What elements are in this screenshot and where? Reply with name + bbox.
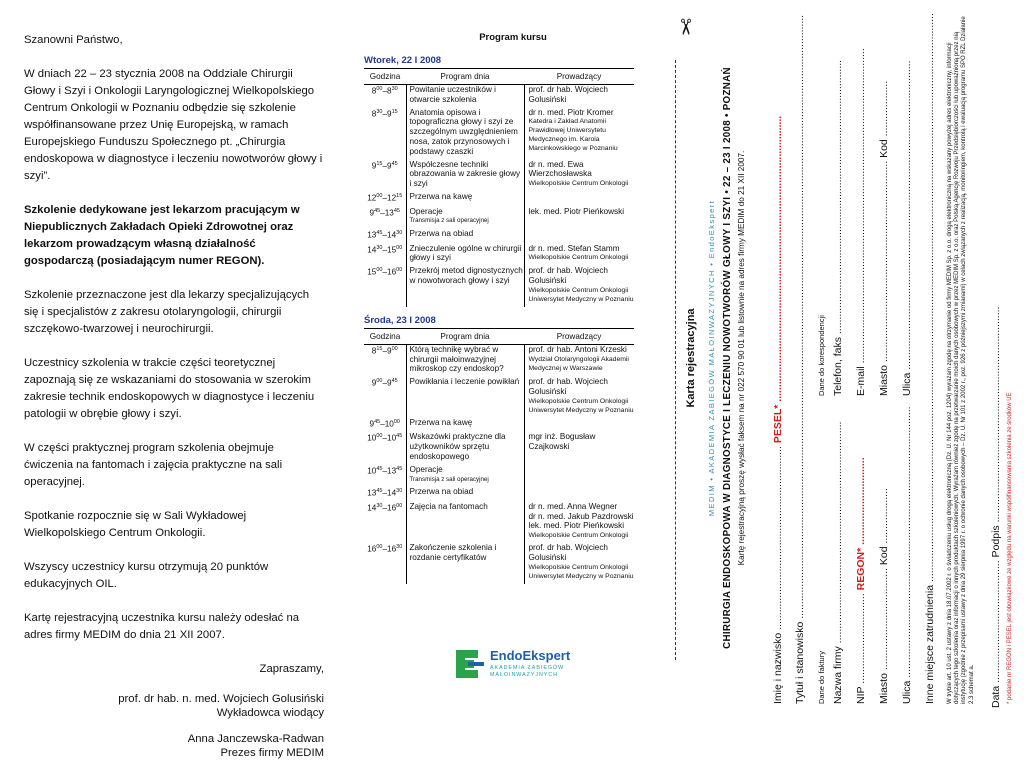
schedule-time: [364, 160, 406, 192]
time-start-minutes: 00: [376, 192, 383, 199]
time-end-minutes: 30: [391, 86, 398, 92]
schedule-topic: [406, 108, 524, 160]
schedule-row: [364, 108, 634, 160]
time-dash: –: [382, 378, 388, 388]
schedule-topic: [406, 543, 524, 584]
time-start-hour: 13: [367, 489, 377, 499]
field-date-label: Data: [990, 685, 1002, 708]
schedule-topic: [406, 160, 524, 192]
schedule-row: [364, 432, 634, 464]
schedule-lecturer: [524, 487, 634, 502]
schedule-lecturer: [524, 344, 634, 377]
registration-form: [677, 8, 1027, 708]
schedule-row: [364, 487, 634, 502]
time-start-minutes: 00: [376, 433, 383, 440]
col-header-time: Godzina: [364, 69, 406, 85]
cut-line: [675, 60, 676, 660]
col-header-program: Program dnia: [406, 69, 524, 85]
time-dash: –: [382, 86, 388, 96]
letter-paragraph-practice: W części praktycznej program szkolenia obejmuje ćwiczenia na fantomach i zajęcia praktyczne na sali operacyjnej.: [24, 442, 283, 488]
time-start-minutes: 00: [376, 378, 383, 385]
time-start-minutes: 45: [376, 465, 383, 472]
letter-paragraph-points: Wszyscy uczestnicy kursu otrzymują 20 punktów edukacyjnych OIL.: [24, 561, 269, 590]
time-dash: –: [382, 109, 388, 119]
schedule-topic-title: Operacje: [409, 464, 443, 474]
schedule-topic-title: Przerwa na kawę: [409, 191, 473, 201]
signature-president-name: Anna Janczewska-Radwan: [187, 733, 324, 745]
col-header-lecturer: Prowadzący: [524, 69, 634, 85]
letter-paragraph-theory: Uczestnicy szkolenia w trakcie części teoretycznej zapoznają się ze wskazaniami do stosowania w szerokim zakresie technik endoskopowych w diagnostyce i leczeniu patologii w obrębie głowy i szyi.: [24, 357, 315, 420]
signature-lecturer-name: prof. dr hab. n. med. Wojciech Golusiński: [118, 693, 324, 705]
schedule-lecturer-name: lek. med. Piotr Pieńkowski: [528, 206, 625, 216]
schedule-lecturer-name: prof. dr hab. Wojciech Golusiński: [528, 266, 608, 286]
time-end-hour: 9: [387, 109, 392, 119]
time-dash: –: [380, 208, 385, 218]
schedule-lecturer: [524, 244, 634, 267]
schedule-row: [364, 465, 634, 488]
time-dash: –: [382, 245, 388, 255]
time-end-hour: 10: [387, 434, 397, 444]
field-phone[interactable]: Telefon, faks ..............................................................................................: [832, 59, 844, 396]
time-end-minutes: 30: [396, 230, 403, 237]
schedule-topic-title: Znieczulenie ogólne w chirurgii głowy i szyi: [409, 243, 522, 263]
time-start-hour: 8: [371, 346, 377, 356]
field-other-workplace-label: Inne miejsce zatrudnienia: [924, 584, 936, 704]
day1-rows: [364, 85, 634, 307]
time-end-hour: 13: [384, 208, 394, 218]
time-dash: –: [382, 434, 388, 444]
schedule-topic: [406, 207, 524, 230]
time-start-minutes: 00: [376, 86, 383, 92]
schedule-lecturer-institution: Wielkopolskie Centrum Onkologii: [528, 180, 629, 188]
letter-column: [24, 32, 324, 772]
schedule-topic: [406, 465, 524, 488]
field-name[interactable]: Imię i nazwisko ............................................................... PESEL* ..................................................................................................: [772, 115, 784, 704]
time-end-hour: 13: [387, 466, 397, 476]
schedule-lecturer-name: prof. dr hab. Wojciech Golusiński: [528, 377, 608, 396]
time-start-minutes: 45: [376, 230, 383, 237]
time-end-hour: 9: [387, 346, 392, 356]
schedule-lecturer-institution: Wielkopolskie Centrum Onkologii Uniwersytet Medyczny w Poznaniu: [528, 286, 634, 303]
schedule-topic-title: Powikłania i leczenie powikłań: [409, 377, 520, 387]
program-title: Program kursu: [479, 32, 547, 43]
field-invoice-street[interactable]: Ulica .............................................................................................: [901, 406, 913, 704]
field-invoice-city[interactable]: Miasto ................................... Kod ...................: [878, 488, 890, 704]
field-invoice-code-label: Kod: [878, 546, 890, 566]
schedule-topic-note: Transmisja z sali operacyjnej: [409, 475, 489, 483]
field-corr-code-label: Kod: [878, 139, 890, 158]
time-end-hour: 8: [387, 86, 392, 96]
schedule-lecturer: [524, 229, 634, 244]
form-instructions: Kartę rejestracyjną proszę wysłać faksem na nr 022 570 90 01 lub listownie na adres firmy MEDIM do 21 XII 2007.: [737, 150, 746, 566]
time-end-minutes: 45: [391, 160, 398, 167]
time-start-hour: 14: [367, 245, 377, 255]
schedule-row: [364, 192, 634, 207]
schedule-time: [364, 432, 406, 464]
schedule-lecturer: [524, 192, 634, 207]
letter-paragraph-intro: W dniach 22 – 23 stycznia 2008 na Oddziale Chirurgii Głowy i Szyi i Onkologii Laryngologicznej Wielkopolskiego Centrum Onkologii w Poznaniu odbędzie się szkolenie współfinansowane przez Unię Europejską, w ramach Europejskiego Funduszu Społecznego pt. „Chirurgia endoskopowa w diagnostyce i leczeniu nowotworów głowy i szyi”.: [24, 68, 323, 182]
time-start-hour: 13: [367, 230, 377, 240]
time-end-minutes: 45: [396, 433, 403, 440]
field-nip[interactable]: NIP ............................... REGON* ..............................: [855, 457, 867, 704]
schedule-row: [364, 377, 634, 418]
schedule-time: [364, 418, 406, 433]
time-end-minutes: 30: [396, 544, 403, 551]
schedule-lecturer: [524, 502, 634, 543]
time-end-hour: 9: [387, 161, 392, 171]
time-end-minutes: 00: [396, 502, 403, 509]
time-start-hour: 9: [371, 378, 377, 388]
schedule-topic: [406, 244, 524, 267]
field-invoice-city-label: Miasto: [878, 673, 890, 704]
day2-rows: [364, 344, 634, 584]
schedule-topic: [406, 266, 524, 307]
schedule-topic-title: Przerwa na kawę: [409, 417, 473, 427]
schedule-time: [364, 543, 406, 584]
time-start-minutes: 45: [376, 488, 383, 495]
letter-paragraph-venue: Spotkanie rozpocznie się w Sali Wykładowej Wielkopolskiego Centrum Onkologii.: [24, 510, 247, 539]
field-pesel-label: PESEL*: [772, 404, 784, 444]
schedule-lecturer: [524, 432, 634, 464]
schedule-topic: [406, 192, 524, 207]
schedule-row: [364, 85, 634, 108]
schedule-row: [364, 543, 634, 584]
field-corr-street-label: Ulica: [901, 372, 913, 396]
time-start-hour: 9: [369, 419, 375, 429]
field-position-label: Tytuł i stanowisko: [794, 621, 806, 704]
signature-president-role: Prezes firmy MEDIM: [220, 747, 324, 759]
field-regon-label: REGON*: [855, 547, 867, 591]
col-header-program: Program dnia: [406, 328, 524, 344]
signature-block-lecturer: [24, 692, 324, 720]
day2-schedule-table: [364, 328, 634, 584]
time-start-minutes: 45: [374, 418, 381, 425]
schedule-time: [364, 377, 406, 418]
time-start-hour: 9: [369, 208, 375, 218]
field-email-label: E-mail: [855, 366, 867, 396]
signature-lecturer-role: Wykładowca wiodący: [216, 707, 324, 719]
schedule-topic: [406, 344, 524, 377]
schedule-time: [364, 207, 406, 230]
form-brand-line: MEDIM • AKADEMIA ZABIEGÓW MAŁOINWAZYJNYCH • EndoEkspert: [707, 199, 716, 517]
schedule-lecturer: [524, 465, 634, 488]
schedule-lecturer: [524, 207, 634, 230]
schedule-topic-note: Transmisja z sali operacyjnej: [409, 217, 489, 225]
field-corr-street[interactable]: Ulica ..........................................................................................................: [901, 60, 913, 396]
time-start-minutes: 15: [376, 160, 383, 167]
time-end-minutes: 00: [393, 418, 400, 425]
field-company-label: Nazwa firmy: [832, 646, 844, 704]
field-phone-label: Telefon, faks: [832, 337, 844, 396]
field-signature-label: Podpis: [990, 525, 1002, 558]
time-start-minutes: 15: [376, 345, 383, 352]
schedule-row: [364, 244, 634, 267]
field-other-workplace[interactable]: Inne miejsce zatrudnienia ...................................................................................................................................................................................................: [924, 13, 936, 704]
time-start-minutes: 30: [376, 244, 383, 251]
time-start-minutes: 30: [376, 108, 383, 115]
time-end-minutes: 45: [396, 465, 403, 472]
time-end-hour: 16: [387, 544, 397, 554]
time-end-hour: 14: [387, 489, 397, 499]
time-end-hour: 12: [387, 193, 397, 203]
letter-closing: Zapraszamy,: [259, 663, 324, 675]
schedule-row: [364, 418, 634, 433]
schedule-topic: [406, 377, 524, 418]
schedule-row: [364, 266, 634, 307]
time-end-minutes: 45: [393, 207, 400, 214]
signature-block-president: [24, 732, 324, 760]
letter-paragraph-deadline: Kartę rejestracyjną uczestnika kursu należy odesłać na adres firmy MEDIM do dnia 21 XII 2007.: [24, 612, 300, 641]
field-nip-label: NIP: [855, 686, 867, 704]
time-dash: –: [382, 466, 388, 476]
schedule-lecturer: [524, 377, 634, 418]
time-start-hour: 8: [371, 109, 377, 119]
schedule-time: [364, 502, 406, 543]
schedule-topic-title: Przerwa na obiad: [409, 487, 474, 497]
schedule-topic: [406, 418, 524, 433]
schedule-lecturer-name: dr n. med. Stefan Stamm: [528, 243, 620, 253]
time-start-hour: 10: [367, 434, 377, 444]
schedule-topic-title: Przerwa na obiad: [409, 229, 474, 239]
schedule-time: [364, 85, 406, 108]
time-end-minutes: 15: [396, 192, 403, 199]
schedule-lecturer-name: prof. dr hab. Antoni Krzeski: [528, 344, 627, 354]
time-end-hour: 10: [384, 419, 394, 429]
time-start-hour: 9: [371, 161, 377, 171]
schedule-time: [364, 108, 406, 160]
schedule-lecturer: [524, 543, 634, 584]
time-end-minutes: 00: [396, 244, 403, 251]
schedule-lecturer-institution: Katedra i Zakład Anatomii Prawidłowej Uniwersytetu Medycznego im. Karola Marcinkowskiego w Poznaniu: [528, 118, 618, 153]
endoekspert-logo-icon: [456, 650, 484, 678]
time-end-hour: 9: [387, 378, 392, 388]
time-start-hour: 8: [371, 86, 377, 96]
schedule-lecturer-institution: Wielkopolskie Centrum Onkologii Uniwersytet Medyczny w Poznaniu: [528, 397, 634, 414]
schedule-lecturer-name: prof. dr hab. Wojciech Golusiński: [528, 85, 608, 104]
schedule-topic-title: Operacje: [409, 206, 443, 216]
time-end-hour: 16: [387, 503, 397, 513]
schedule-topic: [406, 229, 524, 244]
schedule-time: [364, 487, 406, 502]
schedule-topic-title: Anatomia opisowa i topograficzna głowy i szyi ze szczególnym uwzględnieniem nosa, zatok przynosowych i podstawy czaszki: [409, 107, 518, 156]
schedule-topic-title: Zajęcia na fantomach: [409, 501, 488, 511]
time-start-minutes: 30: [376, 502, 383, 509]
time-dash: –: [382, 544, 388, 554]
schedule-topic: [406, 85, 524, 108]
time-start-minutes: 00: [376, 544, 383, 551]
schedule-lecturer: [524, 108, 634, 160]
col-header-time: Godzina: [364, 328, 406, 344]
time-start-minutes: 00: [376, 267, 383, 274]
time-end-minutes: 15: [391, 108, 398, 115]
time-dash: –: [382, 503, 388, 513]
schedule-topic: [406, 502, 524, 543]
time-end-minutes: 00: [396, 267, 403, 274]
endoekspert-logo: [456, 648, 586, 684]
time-dash: –: [382, 193, 388, 203]
time-end-minutes: 45: [391, 378, 398, 385]
schedule-row: [364, 229, 634, 244]
schedule-topic-title: Zakończenie szkolenia i rozdanie certyfikatów: [409, 543, 497, 563]
schedule-lecturer-name: dr n. med. Anna Wegner dr n. med. Jakub Pazdrowski lek. med. Piotr Pieńkowski: [528, 501, 634, 531]
schedule-lecturer-name: mgr inż. Bogusław Czajkowski: [528, 432, 596, 452]
schedule-lecturer: [524, 418, 634, 433]
schedule-row: [364, 207, 634, 230]
legal-consent-text: W trybie art. 10 ust. 2 ustawy z dnia 18.07.2002 r. o świadczeniu usług drogą elektroniczną (Dz. U. Nr 144 poz. 1204) wyrażam zgodę na otrzymanie od firmy MEDIM Sp. z o.o. drogą elektroniczną na wskazany powyżej adres elektroniczny, informacji dotyczących tego szkolenia oraz informacji o innych produktach szkoleniowych. Wyrażam również zgodę na przetwarzanie moich danych osobowych w przez MEDIM Sp. z o.o. oraz Polską Agencję Rozwoju Przedsiębiorczości lub upoważnioną przez nią instytucję (zgodnie z przepisami ustawy z dnia 29 sierpnia 1997 r. o ochronie danych osobowych – Dz. U. Nr 101 z 2002 r., poz. 926 z późniejszymi zmianami) w celach związanych z realizacją, monitoringiem, kontrolą i ewaluacją programu SPO RZL Działanie 2.3 schemat a.: [947, 16, 975, 704]
time-end-hour: 16: [387, 267, 397, 277]
schedule-time: [364, 465, 406, 488]
time-start-hour: 15: [367, 267, 377, 277]
logo-name: EndoEkspert: [490, 648, 571, 663]
schedule-lecturer: [524, 160, 634, 192]
schedule-topic-title: Powitanie uczestników i otwarcie szkolenia: [409, 85, 496, 104]
required-fields-footnote: * podanie nr REGON i PESEL jest obowiązkowe ze względu na warunki współfinansowania szkolenia ze środków UE: [1007, 392, 1013, 704]
schedule-row: [364, 160, 634, 192]
schedule-time: [364, 244, 406, 267]
logo-subtitle: AKADEMIA ZABIEGÓW MAŁOINWAZYJNYCH: [490, 665, 565, 678]
correspondence-section-label: Dane do korespondencji: [817, 315, 826, 396]
schedule-lecturer-name: prof. dr hab. Wojciech Golusiński: [528, 543, 608, 563]
form-title: Karta rejestracyjna: [685, 308, 697, 408]
letter-greeting: Szanowni Państwo,: [24, 34, 123, 46]
schedule-topic-title: Współczesne techniki obrazowania w zakresie głowy i szyi: [409, 159, 521, 189]
scissors-icon: ✂: [673, 17, 699, 37]
time-start-hour: 12: [367, 193, 377, 203]
field-corr-city[interactable]: Miasto ..................................................................... Kod ...................: [878, 80, 890, 396]
invoice-section-label: Dane do faktury: [817, 651, 826, 704]
field-corr-city-label: Miasto: [878, 365, 890, 396]
schedule-lecturer: [524, 85, 634, 108]
schedule-lecturer-institution: Wydział Otolaryngologii Akademii Medycznej w Warszawie: [528, 355, 629, 372]
schedule-topic-title: Wskazówki praktyczne dla użytkowników sprzętu endoskopowego: [409, 432, 506, 461]
field-email[interactable]: E-mail ............................................................................................................: [855, 48, 867, 396]
schedule-lecturer-institution: Wielkopolskie Centrum Onkologii Uniwersytet Medyczny w Poznaniu: [528, 563, 634, 580]
field-position[interactable]: Tytuł i stanowisko ...............................................................................................................................................................................................................: [794, 14, 806, 704]
schedule-lecturer-institution: Wielkopolskie Centrum Onkologii: [528, 532, 629, 540]
time-start-hour: 16: [367, 544, 377, 554]
letter-paragraph-dedicated: Szkolenie dedykowane jest lekarzom pracującym w Niepublicznych Zakładach Opieki Zdrowotnej oraz lekarzom prowadzącym własną działalność gospodarczą (posiadającym numer REGON).: [24, 204, 300, 267]
time-dash: –: [382, 346, 388, 356]
schedule-row: [364, 502, 634, 543]
date-signature-row[interactable]: Data .......................................... Podpis ..........................................................................: [990, 306, 1002, 708]
schedule-row: [364, 344, 634, 377]
time-end-minutes: 00: [391, 345, 398, 352]
time-dash: –: [380, 419, 385, 429]
time-start-hour: 14: [367, 503, 377, 513]
schedule-time: [364, 344, 406, 377]
schedule-lecturer-name: dr n. med. Piotr Kromer: [528, 107, 614, 117]
letter-paragraph-audience: Szkolenie przeznaczone jest dla lekarzy specjalizujących się i specjalistów z zakresu otolaryngologii, chirurgii szczękowo-twarzowej i neurochirurgii.: [24, 289, 310, 335]
day1-schedule-table: [364, 68, 634, 307]
field-name-label: Imię i nazwisko: [772, 632, 784, 704]
schedule-time: [364, 266, 406, 307]
schedule-topic: [406, 487, 524, 502]
schedule-topic-title: Którą technikę wybrać w chirurgii małoinwazyjnej mikroskop czy endoskop?: [409, 344, 504, 374]
day2-heading: Środa, 23 I 2008: [364, 314, 436, 326]
schedule-time: [364, 192, 406, 207]
schedule-lecturer-name: dr n. med. Ewa Wierzchosławska: [528, 159, 592, 179]
form-headline: CHIRURGIA ENDOSKOPOWA W DIAGNOSTYCE I LECZENIU NOWOTWORÓW GŁOWY I SZYI • 22 – 23 I 2008 • POZNAŃ: [722, 67, 733, 649]
time-dash: –: [382, 230, 388, 240]
day1-heading: Wtorek, 22 I 2008: [364, 55, 442, 66]
time-end-hour: 15: [387, 245, 397, 255]
time-dash: –: [382, 161, 388, 171]
schedule-lecturer-institution: Wielkopolskie Centrum Onkologii: [528, 254, 629, 262]
schedule-topic: [406, 432, 524, 464]
time-end-hour: 14: [387, 230, 397, 240]
field-company[interactable]: Nazwa firmy ............................................................................: [832, 421, 844, 704]
time-dash: –: [382, 267, 388, 277]
schedule-lecturer: [524, 266, 634, 307]
time-start-hour: 10: [367, 466, 377, 476]
program-column: [364, 32, 662, 584]
schedule-time: [364, 229, 406, 244]
time-dash: –: [382, 489, 388, 499]
col-header-lecturer: Prowadzący: [524, 328, 634, 344]
time-start-minutes: 45: [374, 207, 381, 214]
field-invoice-street-label: Ulica: [901, 680, 913, 704]
schedule-topic-title: Przekrój metod dignostycznych w nowotworach głowy i szyi: [409, 266, 523, 286]
time-end-minutes: 30: [396, 488, 403, 495]
